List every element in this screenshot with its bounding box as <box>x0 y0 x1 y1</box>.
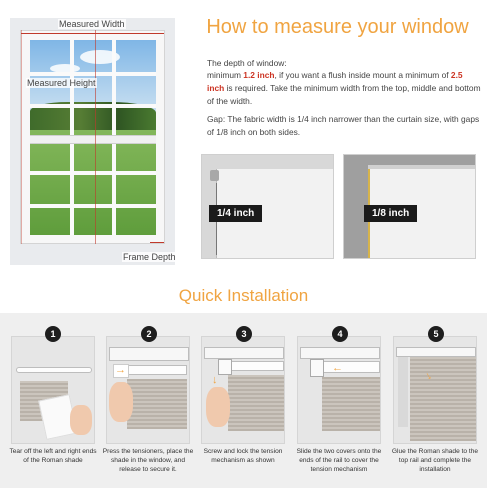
step-2-photo: → <box>106 336 190 444</box>
frame-depth-label: Frame Depth <box>123 252 176 262</box>
step-5-photo: ↓ <box>393 336 477 444</box>
width-measure-line <box>21 33 164 34</box>
step-1-badge: 1 <box>45 326 61 342</box>
step-3-badge: 3 <box>236 326 252 342</box>
depth-paragraph: minimum 1.2 inch, if you want a flush inside mount a minimum of 2.5 inch is required. Take the minimum width from the top, middle and bottom of the width. <box>207 70 481 106</box>
depth-flush-value: 2.5 inch <box>207 70 463 93</box>
step-3-photo: ↓ <box>201 336 285 444</box>
gap-photo-eighth-inch <box>343 154 476 259</box>
step-5-badge: 5 <box>428 326 444 342</box>
measured-width-label: Measured Width <box>59 19 125 29</box>
step-2-badge: 2 <box>141 326 157 342</box>
window-glass <box>30 40 156 235</box>
gap-photo-quarter-inch <box>201 154 334 259</box>
step-3-text: Screw and lock the tension mechanism as shown <box>203 448 283 464</box>
step-4-text: Slide the two covers onto the ends of the rail to cover the tension mechanism <box>296 448 382 473</box>
depth-heading: The depth of window: <box>207 58 287 68</box>
depth-measure-line <box>150 242 164 243</box>
step-1-photo <box>11 336 95 444</box>
depth-min-value: 1.2 inch <box>243 70 275 80</box>
measured-height-label: Measured Height <box>27 78 96 88</box>
height-measure-line <box>95 30 96 244</box>
installation-title: Quick Installation <box>178 286 309 305</box>
frame-edge-line <box>21 30 22 244</box>
gap-paragraph: Gap: The fabric width is 1/4 inch narrower than the curtain size, with gaps of 1/8 inch on both sides. <box>207 114 480 137</box>
step-4-photo: ← <box>297 336 381 444</box>
gap-label-quarter: 1/4 inch <box>209 205 262 222</box>
step-2-text: Press the tensioners, place the shade in the window, and release to secure it. <box>102 448 194 473</box>
gap-label-eighth: 1/8 inch <box>364 205 417 222</box>
step-5-text: Glue the Roman shade to the top rail and complete the installation <box>391 448 479 473</box>
step-4-badge: 4 <box>332 326 348 342</box>
measure-title: How to measure your window <box>206 16 469 38</box>
step-1-text: Tear off the left and right ends of the Roman shade <box>9 448 97 464</box>
